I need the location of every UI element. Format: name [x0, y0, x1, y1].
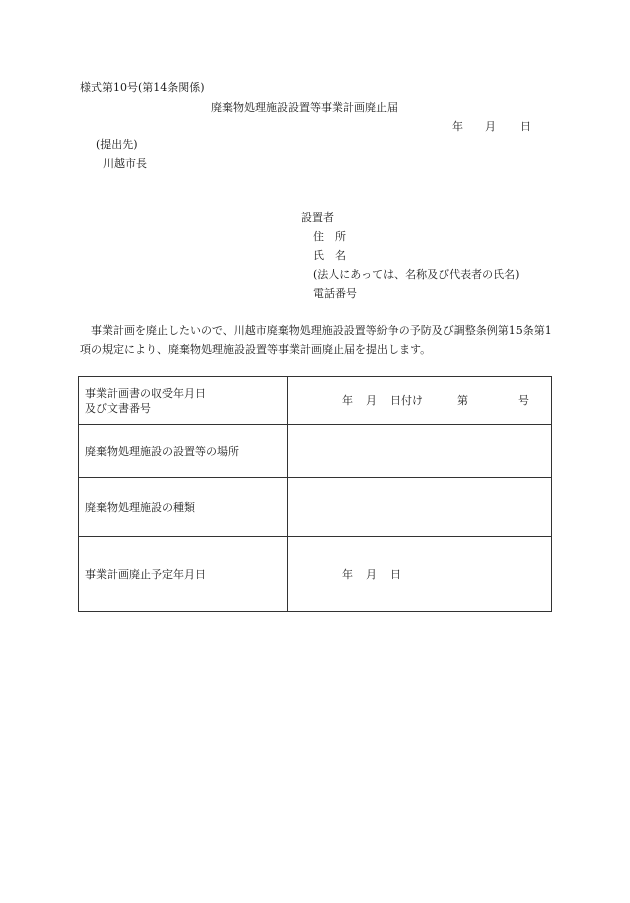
document-number-suffix: 号 — [518, 394, 529, 407]
table-row — [79, 537, 552, 612]
abolition-month-label: 月 — [366, 567, 377, 581]
statement-text: 事業計画を廃止したいので、川越市廃棄物処理施設設置等紛争の予防及び調整条例第15条第1項の規定により、廃棄物処理施設設置等事業計画廃止届を提出します。 — [80, 324, 552, 356]
receipt-date-label-cell — [79, 377, 288, 425]
receipt-dated-label: 日付け — [390, 394, 423, 407]
submission-date — [452, 120, 531, 134]
facility-type-label: 廃棄物処理施設の種類 — [79, 478, 288, 537]
receipt-month-label: 月 — [366, 394, 377, 407]
applicant-heading: 設置者 — [301, 211, 334, 224]
document-title: 廃棄物処理施設設置等事業計画廃止届 — [211, 101, 398, 114]
receipt-date-label-line1: 事業計画書の収受年月日 — [85, 386, 206, 400]
abolition-date-label: 事業計画廃止予定年月日 — [79, 537, 288, 612]
date-year-label: 年 — [452, 120, 463, 133]
receipt-year-label: 年 — [342, 394, 353, 407]
table-row — [79, 377, 552, 425]
name-label: 氏 名 — [313, 249, 346, 262]
phone-label: 電話番号 — [313, 287, 357, 300]
recipient-label: (提出先) — [96, 138, 138, 151]
facility-location-value[interactable] — [288, 425, 552, 478]
statement-paragraph — [80, 321, 560, 359]
facility-location-label: 廃棄物処理施設の設置等の場所 — [79, 425, 288, 478]
recipient-name: 川越市長 — [103, 157, 147, 170]
form-number: 様式第10号(第14条関係) — [80, 81, 205, 94]
abolition-day-label: 日 — [390, 567, 401, 581]
address-label: 住 所 — [313, 230, 346, 243]
table-row — [79, 425, 552, 478]
date-day-label: 日 — [520, 120, 531, 133]
abolition-year-label: 年 — [342, 567, 353, 581]
applicant-block — [301, 211, 519, 306]
corporate-note: (法人にあっては、名称及び代表者の氏名) — [313, 268, 520, 281]
table-row — [79, 478, 552, 537]
receipt-date-label-line2: 及び文書番号 — [85, 401, 151, 415]
details-table — [78, 376, 552, 612]
facility-type-value[interactable] — [288, 478, 552, 537]
document-number-prefix: 第 — [457, 394, 468, 407]
receipt-date-value-cell — [288, 377, 552, 425]
date-month-label: 月 — [485, 120, 496, 133]
abolition-date-value-cell[interactable] — [288, 537, 552, 612]
